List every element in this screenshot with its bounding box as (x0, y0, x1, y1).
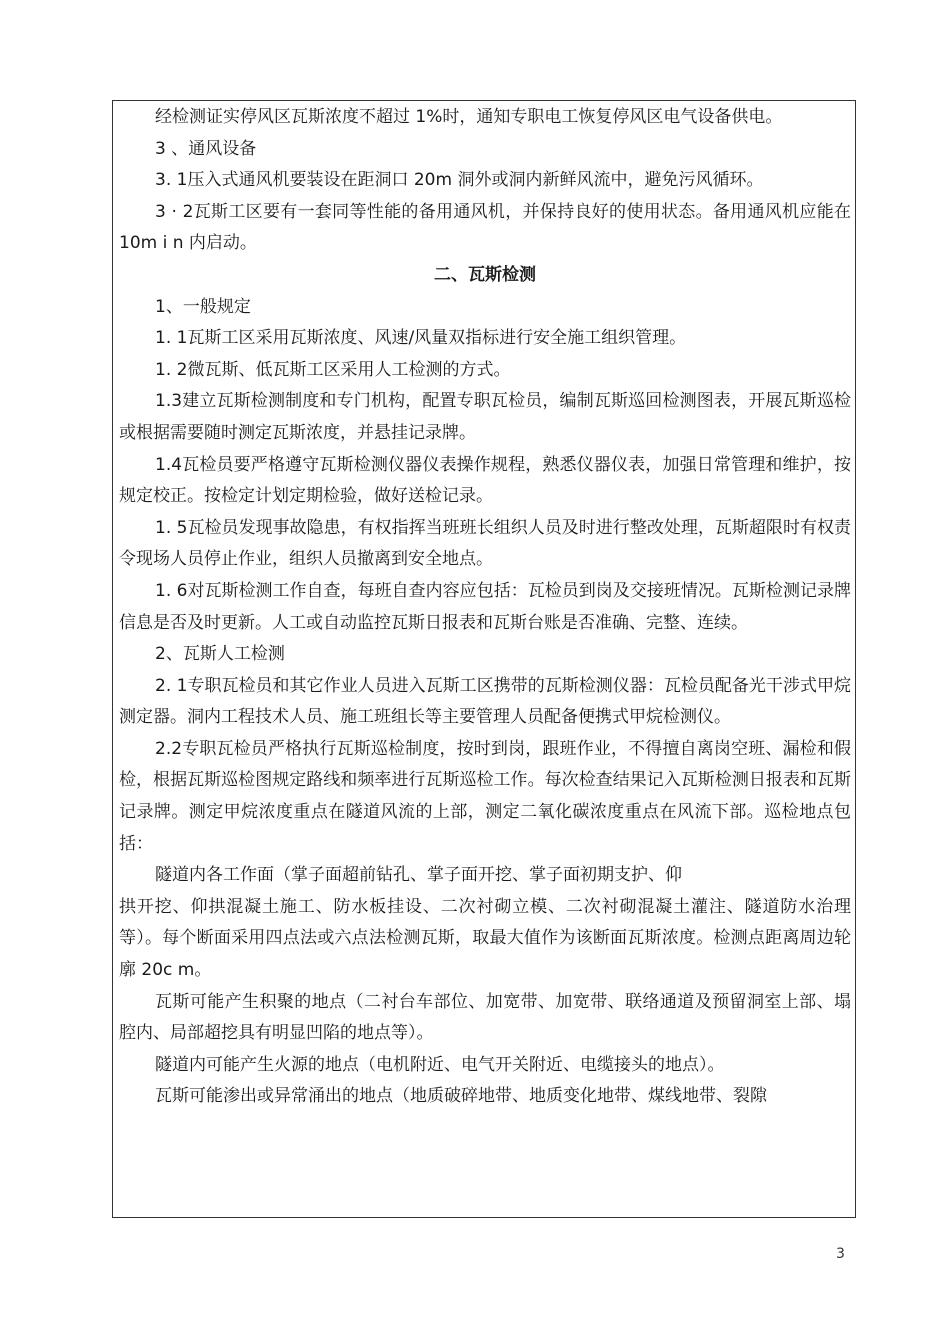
paragraph-1-1: 1. 1瓦斯工区采用瓦斯浓度、风速/风量双指标进行安全施工组织管理。 (155, 328, 687, 349)
page-number: 3 (836, 1246, 845, 1262)
paragraph-work-faces-intro: 隧道内各工作面（掌子面超前钻孔、掌子面开挖、掌子面初期支护、仰 (155, 865, 682, 886)
paragraph-fire-sources: 隧道内可能产生火源的地点（电机附近、电气开关附近、电缆接头的地点）。 (155, 1054, 725, 1075)
paragraph-gas-seepage: 瓦斯可能渗出或异常涌出的地点（地质破碎地带、地质变化地带、煤线地带、裂隙 (155, 1086, 767, 1107)
paragraph-1-2: 1. 2微瓦斯、低瓦斯工区采用人工检测的方式。 (155, 359, 511, 380)
paragraph-3-2: 3 · 2瓦斯工区要有一套同等性能的备用通风机，并保持良好的使用状态。备用通风机应能在 10m i n 内启动。 (119, 201, 851, 254)
paragraph-restore-power: 经检测证实停风区瓦斯浓度不超过 1%时，通知专职电工恢复停风区电气设备供电。 (155, 107, 783, 127)
paragraph-2-2: 2.2专职瓦检员严格执行瓦斯巡检制度，按时到岗，跟班作业，不得擅自离岗空班、漏检和假检，根据瓦斯巡检图规定路线和频率进行瓦斯巡检工作。每次检查结果记入瓦斯检测日报表和瓦斯记录牌。测定甲烷浓度重点在隧道风流的上部，测定二氧化碳浓度重点在风流下部。巡检地点包括： (119, 738, 851, 854)
paragraph-3-1: 3. 1压入式通风机要装设在距洞口 20m 洞外或洞内新鲜风流中，避免污风循环。 (155, 170, 764, 191)
section-title-gas-detection: 二、瓦斯检测 (434, 264, 536, 285)
paragraph-work-faces-detail: 拱开挖、仰拱混凝土施工、防水板挂设、二次衬砌立模、二次衬砌混凝土灌注、隧道防水治理等）。每个断面采用四点法或六点法检测瓦斯，取最大值作为该断面瓦斯浓度。检测点距离周边轮廓 20c m。 (119, 896, 851, 981)
paragraph-1-6: 1. 6对瓦斯检测工作自查，每班自查内容应包括：瓦检员到岗及交接班情况。瓦斯检测记录牌信息是否及时更新。人工或自动监控瓦斯日报表和瓦斯台账是否准确、完整、连续。 (119, 580, 851, 633)
heading-manual-detection: 2、瓦斯人工检测 (155, 644, 285, 665)
document-body (119, 102, 851, 1113)
paragraph-gas-accumulation: 瓦斯可能产生积聚的地点（二衬台车部位、加宽带、加宽带、联络通道及预留洞室上部、塌腔内、局部超挖具有明显凹陷的地点等）。 (119, 991, 851, 1044)
heading-general-rules: 1、一般规定 (155, 296, 251, 317)
heading-ventilation-equipment: 3 、通风设备 (155, 138, 257, 159)
paragraph-2-1: 2. 1专职瓦检员和其它作业人员进入瓦斯工区携带的瓦斯检测仪器：瓦检员配备光干涉式甲烷测定器。洞内工程技术人员、施工班组长等主要管理人员配备便携式甲烷检测仪。 (119, 675, 851, 728)
paragraph-1-4: 1.4瓦检员要严格遵守瓦斯检测仪器仪表操作规程，熟悉仪器仪表，加强日常管理和维护，按规定校正。按检定计划定期检验，做好送检记录。 (119, 454, 851, 507)
paragraph-1-3: 1.3建立瓦斯检测制度和专门机构，配置专职瓦检员，编制瓦斯巡回检测图表，开展瓦斯巡检或根据需要随时测定瓦斯浓度，并悬挂记录牌。 (119, 391, 851, 443)
paragraph-1-5: 1. 5瓦检员发现事故隐患，有权指挥当班班长组织人员及时进行整改处理，瓦斯超限时有权责令现场人员停止作业，组织人员撤离到安全地点。 (119, 517, 851, 570)
